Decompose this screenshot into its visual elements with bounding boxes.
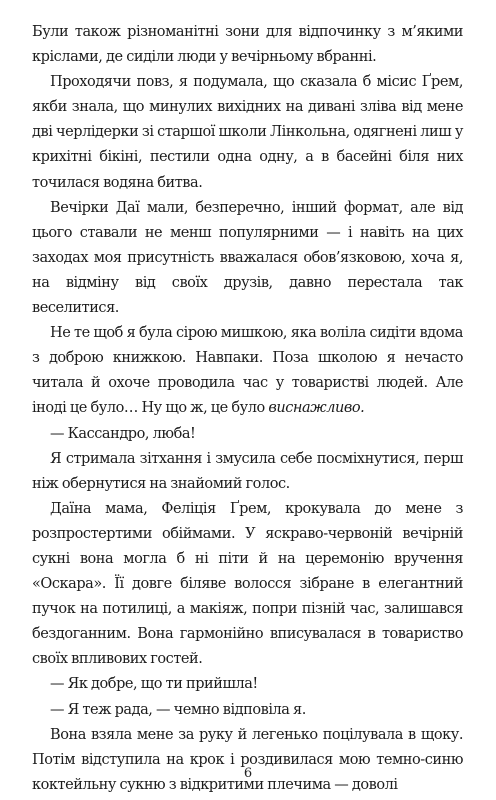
paragraph-8: — Як добре, що ти прийшла! — [50, 676, 258, 693]
paragraph-3: Вечірки Даї мали, безперечно, інший формат, але від цього ставали не менш популярними — і навіть на цих заходах моя присутність вважалася обов’язковою, хоча я, на відміну від своїх друзів, давно перестала так веселитися. — [32, 199, 463, 317]
paragraph-6: Я стримала зітхання і змусила себе посміхнутися, перш ніж обернутися на знайомий голос. — [32, 450, 463, 492]
paragraph-5: — Кассандро, люба! — [50, 425, 196, 442]
page-number: 6 — [243, 766, 253, 781]
paragraph-1: Були також різноманітні зони для відпочинку з м’якими кріслами, де сиділи люди у вечірньому вбранні. — [32, 24, 463, 66]
paragraph-2: Проходячи повз, я подумала, що сказала б місис Ґрем, якби знала, що минулих вихідних на дивані зліва від мене дві черлідерки зі старшої школи Лінкольна, одягнені лиш у крихітні бікіні, пестили одна одну, а в басейні біля них точилася водяна битва. — [32, 74, 463, 191]
paragraph-4-text: Не те щоб я була сірою мишкою, яка воліла сидіти вдома з доброю книжкою. Навпаки. Поза школою я нечасто читала й охоче проводила час у товаристві людей. Але іноді це було… Ну що ж, це було — [32, 325, 463, 417]
paragraph-4-emphasis: виснажливо. — [268, 400, 365, 417]
body-text — [32, 20, 463, 798]
paragraph-4 — [32, 321, 463, 421]
paragraph-10: Вона взяла мене за руку й легенько поцілувала в щоку. Потім відступила на крок і роздивилася мою темно-синю коктейльну сукню з відкритими плечима — доволі — [32, 726, 463, 793]
paragraph-7: Даїна мама, Феліція Ґрем, крокувала до мене з розпростертими обіймами. У яскраво-червоній вечірній сукні вона могла б ні піти й на церемонію вручення «Оскара». Її довге біляве волосся зібране в елегантний пучок на потилиці, а макіяж, попри пізній час, залишався бездоганним. Вона гармонійно вписувалася в товариство своїх впливових гостей. — [32, 500, 463, 668]
paragraph-9: — Я теж рада, — чемно відповіла я. — [50, 701, 306, 718]
